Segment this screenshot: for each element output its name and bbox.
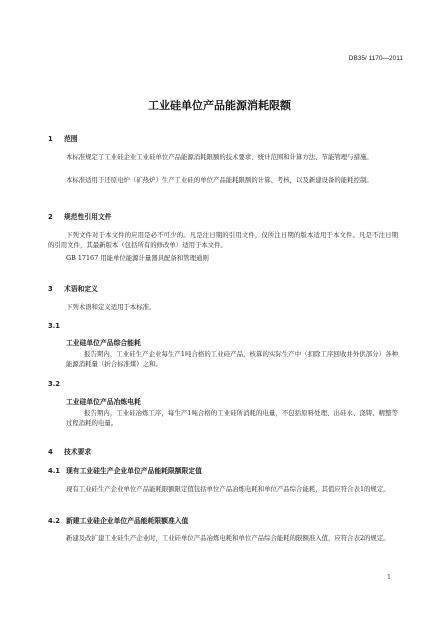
standard-number: DB35/ 1170—2011 — [348, 55, 403, 62]
section-3-paragraph-1: 下列术语和定义适用于本标准。 — [66, 303, 156, 311]
section-number: 3 — [48, 285, 53, 293]
clause-4-1-heading — [48, 465, 202, 475]
section-number: 4 — [48, 448, 53, 456]
term-3-1: 工业硅单位产品综合能耗 — [66, 339, 141, 347]
clause-4-1-paragraph: 现有工业硅生产企业单位产品能耗限额限定值包括单位产品冶炼电耗和单位产品综合能耗，其值应符合表1的规定。 — [66, 485, 390, 493]
clause-4-2-paragraph: 新建及改扩建工业硅生产企业时，工业硅单位产品冶炼电耗和单位产品综合能耗的限额准入值，应符合表2的规定。 — [66, 534, 390, 542]
section-4-heading — [48, 446, 91, 456]
section-1-paragraph-1: 本标准规定了工业硅企业工业硅单位产品能源消耗限额的技术要求、统计范围和计算方法、节能管理与措施。 — [66, 153, 373, 161]
definition-3-2: 报告期内，工业硅冶炼工序，每生产1吨合格的工业硅所消耗的电量，不包括原料处理、出硅水、浇铸、精整等过程消耗的电量。 — [66, 409, 398, 427]
clause-title: 新建工业硅企业单位产品能耗限额准入值 — [66, 517, 189, 525]
clause-title: 现有工业硅生产企业单位产品能耗限额限定值 — [66, 467, 202, 475]
section-3-heading — [48, 283, 98, 293]
section-title: 术语和定义 — [64, 285, 98, 293]
page-number: 1 — [387, 574, 391, 581]
definition-3-1: 报告期内，工业硅生产企业每生产1吨合格的工业硅产品，核算的实际生产中（扣除工序回收并外供部分）各种能源消耗量（折合标准煤）之和。 — [66, 350, 398, 368]
section-2-heading — [48, 211, 112, 221]
section-number: 2 — [48, 213, 53, 221]
clause-number: 4.2 — [48, 517, 61, 525]
section-1-heading — [48, 133, 78, 143]
section-2-paragraph-1: 下列文件对于本文件的应用是必不可少的。凡是注日期的引用文件，仅所注日期的版本适用于本文件。凡是不注日期的引用文件，其最新版本（包括所有的修改单）适用于本文件。 — [48, 231, 398, 249]
clause-3-1-number: 3.1 — [48, 322, 61, 330]
section-title: 规范性引用文件 — [64, 213, 112, 221]
normative-reference: GB 17167 用能单位能源计量器具配备和管理通则 — [66, 254, 209, 262]
clause-number: 4.1 — [48, 467, 61, 475]
section-title: 范围 — [64, 135, 78, 143]
section-title: 技术要求 — [64, 448, 92, 456]
document-title: 工业硅单位产品能源消耗限额 — [148, 99, 291, 112]
term-3-2: 工业硅单位产品冶炼电耗 — [66, 398, 141, 406]
section-number: 1 — [48, 135, 53, 143]
clause-4-2-heading — [48, 515, 188, 525]
clause-3-2-number: 3.2 — [48, 380, 61, 388]
section-1-paragraph-2: 本标准适用于还原电炉（矿热炉）生产工业硅的单位产品能耗限额的计算、考核，以及新建设备的能耗控制。 — [66, 176, 373, 184]
